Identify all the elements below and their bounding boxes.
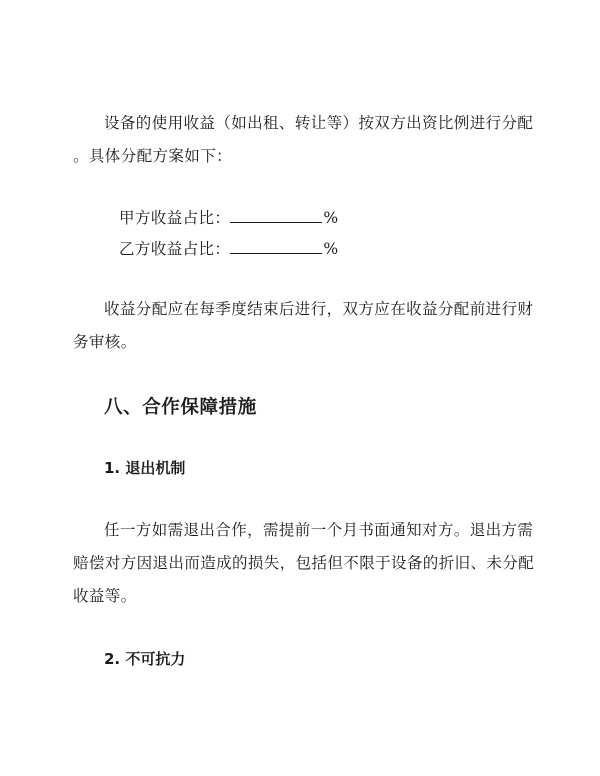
paragraph-line: 任一方如需退出合作，需提前一个月书面通知对方。退出方需: [104, 521, 534, 539]
paragraph-line: 收益分配应在每季度结束后进行，双方应在收益分配前进行财: [104, 300, 534, 318]
ratio-party-b-label: 乙方收益占比：: [119, 240, 231, 258]
paragraph-exit-mechanism: [73, 514, 535, 613]
ratio-party-b-blank[interactable]: [230, 238, 322, 254]
ratio-party-a-unit: %: [323, 209, 339, 227]
ratio-party-a-blank[interactable]: [230, 207, 322, 223]
subsection-title-force-majeure: 2. 不可抗力: [104, 650, 186, 668]
subsection-title-exit-mechanism: 1. 退出机制: [104, 459, 186, 477]
section-title-cooperation-safeguards: 八、合作保障措施: [104, 397, 257, 418]
ratio-party-a-label: 甲方收益占比：: [119, 209, 231, 227]
paragraph-distribution-timing: [73, 293, 534, 359]
ratio-party-b-unit: %: [323, 240, 339, 258]
paragraph-line: 设备的使用收益（如出租、转让等）按双方出资比例进行分配: [104, 114, 534, 132]
paragraph-line: 收益等。: [73, 587, 137, 605]
ratio-party-b: [119, 237, 338, 261]
paragraph-line: 务审核。: [73, 333, 137, 351]
paragraph-line: 赔偿对方因退出而造成的损失，包括但不限于设备的折旧、未分配: [73, 554, 535, 572]
paragraph-profit-distribution: [73, 107, 534, 173]
ratio-party-a: [119, 206, 338, 230]
paragraph-line: 。具体分配方案如下：: [73, 147, 233, 165]
